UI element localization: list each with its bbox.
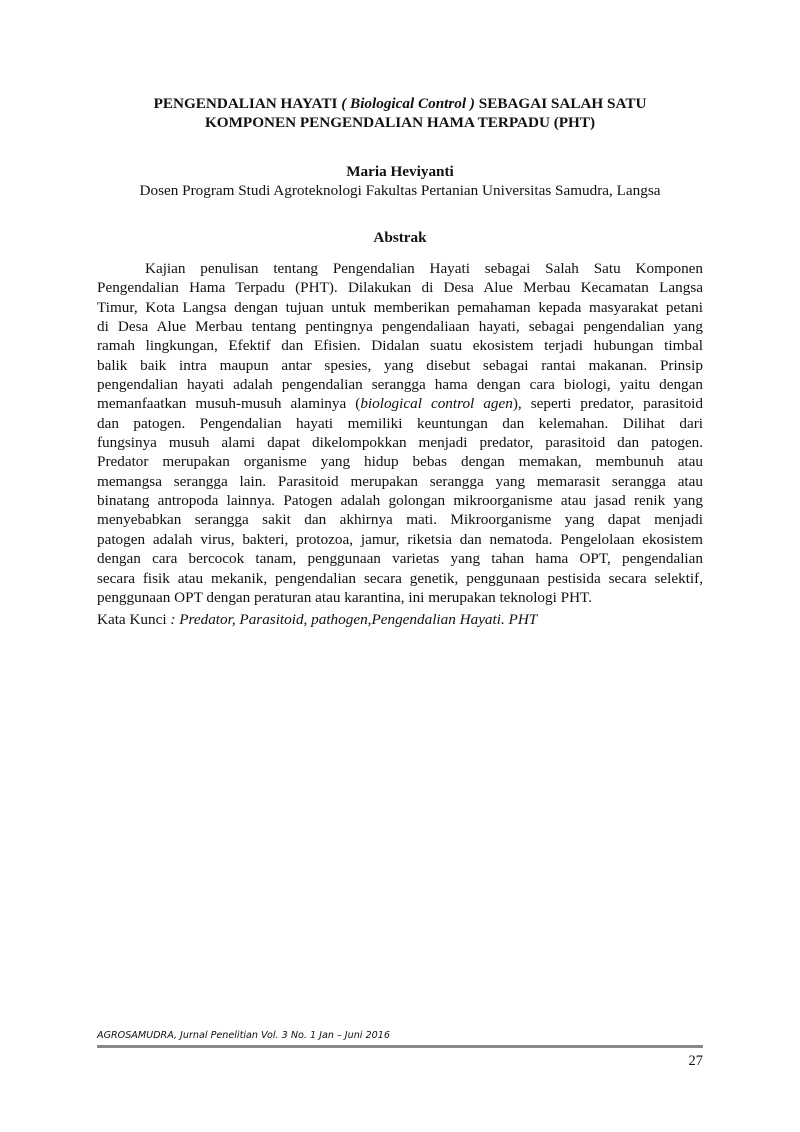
title-line-2: KOMPONEN PENGENDALIAN HAMA TERPADU (PHT) [204,114,596,131]
abstract-line [97,394,703,413]
abstract-line: memangsa serangga lain. Parasitoid merupakan serangga yang memarasit serangga atau [97,472,703,490]
title-line-1-post: SEBAGAI SALAH SATU [474,95,647,112]
abstract-line: penggunaan OPT dengan peraturan atau karantina, ini merupakan teknologi PHT. [97,588,592,606]
abstract-line: patogen adalah virus, bakteri, protozoa, jamur, riketsia dan nematoda. Pengelolaan ekosistem [97,530,703,548]
abstract-line: Predator merupakan organisme yang hidup bebas dengan memakan, membunuh atau [97,453,703,471]
abstract-line: di Desa Alue Merbau tentang pentingnya pengendaliaan hayati, sebagai pengendalian yang [97,318,703,336]
title-line-1-pre: PENGENDALIAN HAYATI [153,95,342,112]
title-line-1 [100,94,700,113]
abstract-line: balik baik intra maupun antar spesies, yang disebut sebagai rantai makanan. Prinsip [97,356,703,374]
abstract-line: binatang antropoda lainnya. Patogen adalah golongan mikroorganisme atau jasad renik yang [97,492,703,510]
page-number: 27 [688,1053,703,1069]
abstract-body [97,259,703,607]
keywords-value: : Predator, Parasitoid, pathogen,Pengendalian Hayati. PHT [166,611,538,628]
abstract-heading: Abstrak [373,229,427,246]
abstract-line-italic: biological control agen [360,395,513,413]
abstract-line: pengendalian hayati adalah pengendalian serangga hama dengan cara biologi, yaitu dengan [97,376,703,394]
paper-title [100,94,700,132]
footer-journal-citation: AGROSAMUDRA, Jurnal Penelitian Vol. 3 No. 1 Jan – Juni 2016 [97,1030,390,1041]
abstract-line: fungsinya musuh alami dapat dikelompokkan menjadi predator, parasitoid dan patogen. [97,434,703,452]
abstract-line: Timur, Kota Langsa dengan tujuan untuk memberikan pemahaman kepada masyarakat petani [97,298,703,316]
abstract-line: Pengendalian Hama Terpadu (PHT). Dilakukan di Desa Alue Merbau Kecamatan Langsa [97,279,703,297]
keywords [97,610,703,629]
abstract-line: dengan cara bercocok tanam, penggunaan varietas yang tahan hama OPT, pengendalian [97,550,703,568]
author-name: Maria Heviyanti [346,163,454,180]
abstract-line: secara fisik atau mekanik, pengendalian secara genetik, penggunaan pestisida secara selektif, [97,569,703,587]
abstract-line: Kajian penulisan tentang Pengendalian Hayati sebagai Salah Satu Komponen [145,260,703,277]
abstract-line: ramah lingkungan, Efektif dan Efisien. Didalan suatu ekosistem terjadi hubungan timbal [97,337,703,355]
keywords-label: Kata Kunci [97,611,167,628]
title-line-1-italic: ( Biological Control ) [341,95,475,112]
author-affiliation: Dosen Program Studi Agroteknologi Fakultas Pertanian Universitas Samudra, Langsa [139,182,661,199]
abstract-line: menyebabkan serangga sakit dan akhirnya mati. Mikroorganisme yang dapat menjadi [97,511,703,529]
abstract-line: dan patogen. Pengendalian hayati memiliki keuntungan dan kelemahan. Dilihat dari [97,414,703,432]
footer-rule [97,1045,703,1048]
abstract-line-post: ), seperti predator, parasitoid [512,395,703,413]
abstract-line-pre: memanfaatkan musuh-musuh alaminya ( [97,395,361,413]
